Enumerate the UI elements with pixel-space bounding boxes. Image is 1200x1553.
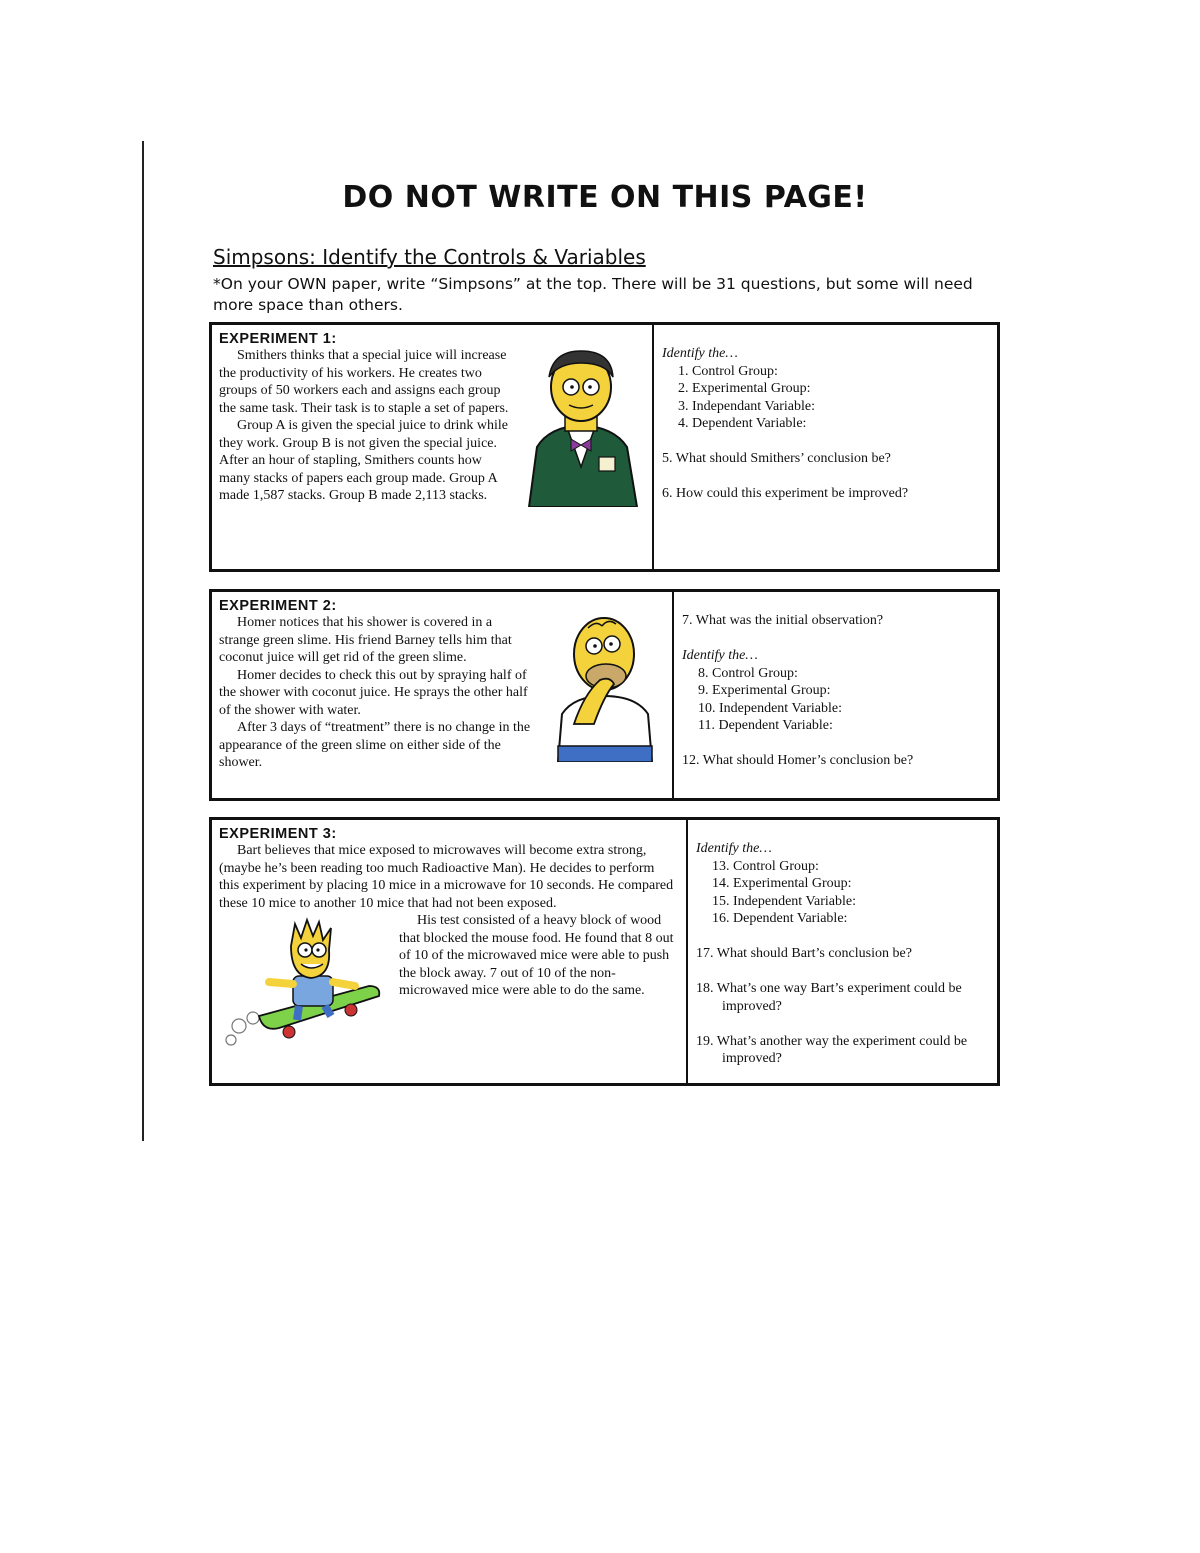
question-1: 1. Control Group: <box>678 363 778 379</box>
worksheet-subtitle: Simpsons: Identify the Controls & Variables <box>213 245 646 269</box>
identify-heading: Identify the… <box>682 648 758 663</box>
question-13: 13. Control Group: <box>712 858 819 874</box>
experiment-1-box <box>209 322 1000 572</box>
experiment-1-questions <box>654 325 997 569</box>
question-7: 7. What was the initial observation? <box>682 613 884 628</box>
experiment-1-story <box>212 325 654 569</box>
question-12: 12. What should Homer’s conclusion be? <box>682 753 914 768</box>
question-18: 18. What’s one way Bart’s experiment could be improved? <box>696 981 962 1014</box>
question-6: 6. How could this experiment be improved? <box>662 486 909 501</box>
experiment-1-label: EXPERIMENT 1: <box>219 331 337 347</box>
question-16: 16. Dependent Variable: <box>712 911 848 926</box>
experiment-3-paragraph: Bart believes that mice exposed to microwaves will become extra strong, (maybe he’s been reading too much Radioactive Man). He decides to perform this experiment by placing 10 mice in a microwave for 10 seconds. He compared these 10 mice to another 10 mice that had not been exposed. <box>219 843 674 911</box>
experiment-2-paragraph: Homer decides to check this out by spraying half of the shower with coconut juice. He sprays the other half of the shower with water. <box>219 667 528 718</box>
experiment-2-story <box>212 592 674 798</box>
question-11: 11. Dependent Variable: <box>698 718 833 733</box>
experiment-2-label: EXPERIMENT 2: <box>219 598 337 614</box>
homer-illustration <box>544 614 664 762</box>
question-2: 2. Experimental Group: <box>678 381 811 396</box>
experiment-1-paragraph: Group A is given the special juice to drink while they work. Group B is not given the special juice. After an hour of stapling, Smithers counts how many stacks of papers each group made. Group A made 1,587 stacks. Group B made 2,113 stacks. <box>219 418 509 503</box>
question-19: 19. What’s another way the experiment could be improved? <box>696 1033 968 1066</box>
experiment-2-questions <box>674 592 997 798</box>
identify-heading: Identify the… <box>696 841 772 856</box>
experiment-3-box <box>209 817 1000 1086</box>
question-15: 15. Independent Variable: <box>712 893 856 909</box>
bart-illustration <box>219 916 389 1051</box>
margin-line <box>142 141 144 1141</box>
question-14: 14. Experimental Group: <box>712 876 852 891</box>
experiment-2-box <box>209 589 1000 801</box>
question-8: 8. Control Group: <box>698 665 798 681</box>
question-9: 9. Experimental Group: <box>698 683 831 698</box>
identify-heading: Identify the… <box>662 346 738 361</box>
question-3: 3. Independant Variable: <box>678 398 815 414</box>
question-10: 10. Independent Variable: <box>698 700 842 716</box>
experiment-3-story <box>212 820 688 1083</box>
question-4: 4. Dependent Variable: <box>678 416 807 431</box>
experiment-2-paragraph: After 3 days of “treatment” there is no change in the appearance of the green slime on either side of the shower. <box>219 720 531 770</box>
experiment-3-questions <box>688 820 997 1083</box>
experiment-3-label: EXPERIMENT 3: <box>219 826 337 842</box>
question-17: 17. What should Bart’s conclusion be? <box>696 946 912 961</box>
experiment-2-paragraph: Homer notices that his shower is covered in a strange green slime. His friend Barney tells him that coconut juice will get rid of the green slime. <box>219 615 512 665</box>
instructions: *On your OWN paper, write “Simpsons” at the top. There will be 31 questions, but some will need more space than others. <box>213 275 973 314</box>
page-title: DO NOT WRITE ON THIS PAGE! <box>342 180 868 215</box>
experiment-1-paragraph: Smithers thinks that a special juice will increase the productivity of his workers. He creates two groups of 50 workers each and assigns each group the same task. Their task is to staple a set of papers. <box>219 348 509 416</box>
question-5: 5. What should Smithers’ conclusion be? <box>662 451 891 466</box>
smithers-illustration <box>519 347 644 507</box>
experiment-3-paragraph: His test consisted of a heavy block of wood that blocked the mouse food. He found that 8 out of 10 of the microwaved mice were able to push the block away. 7 out of 10 of the non-microwaved mice were able to do the same. <box>399 913 674 998</box>
